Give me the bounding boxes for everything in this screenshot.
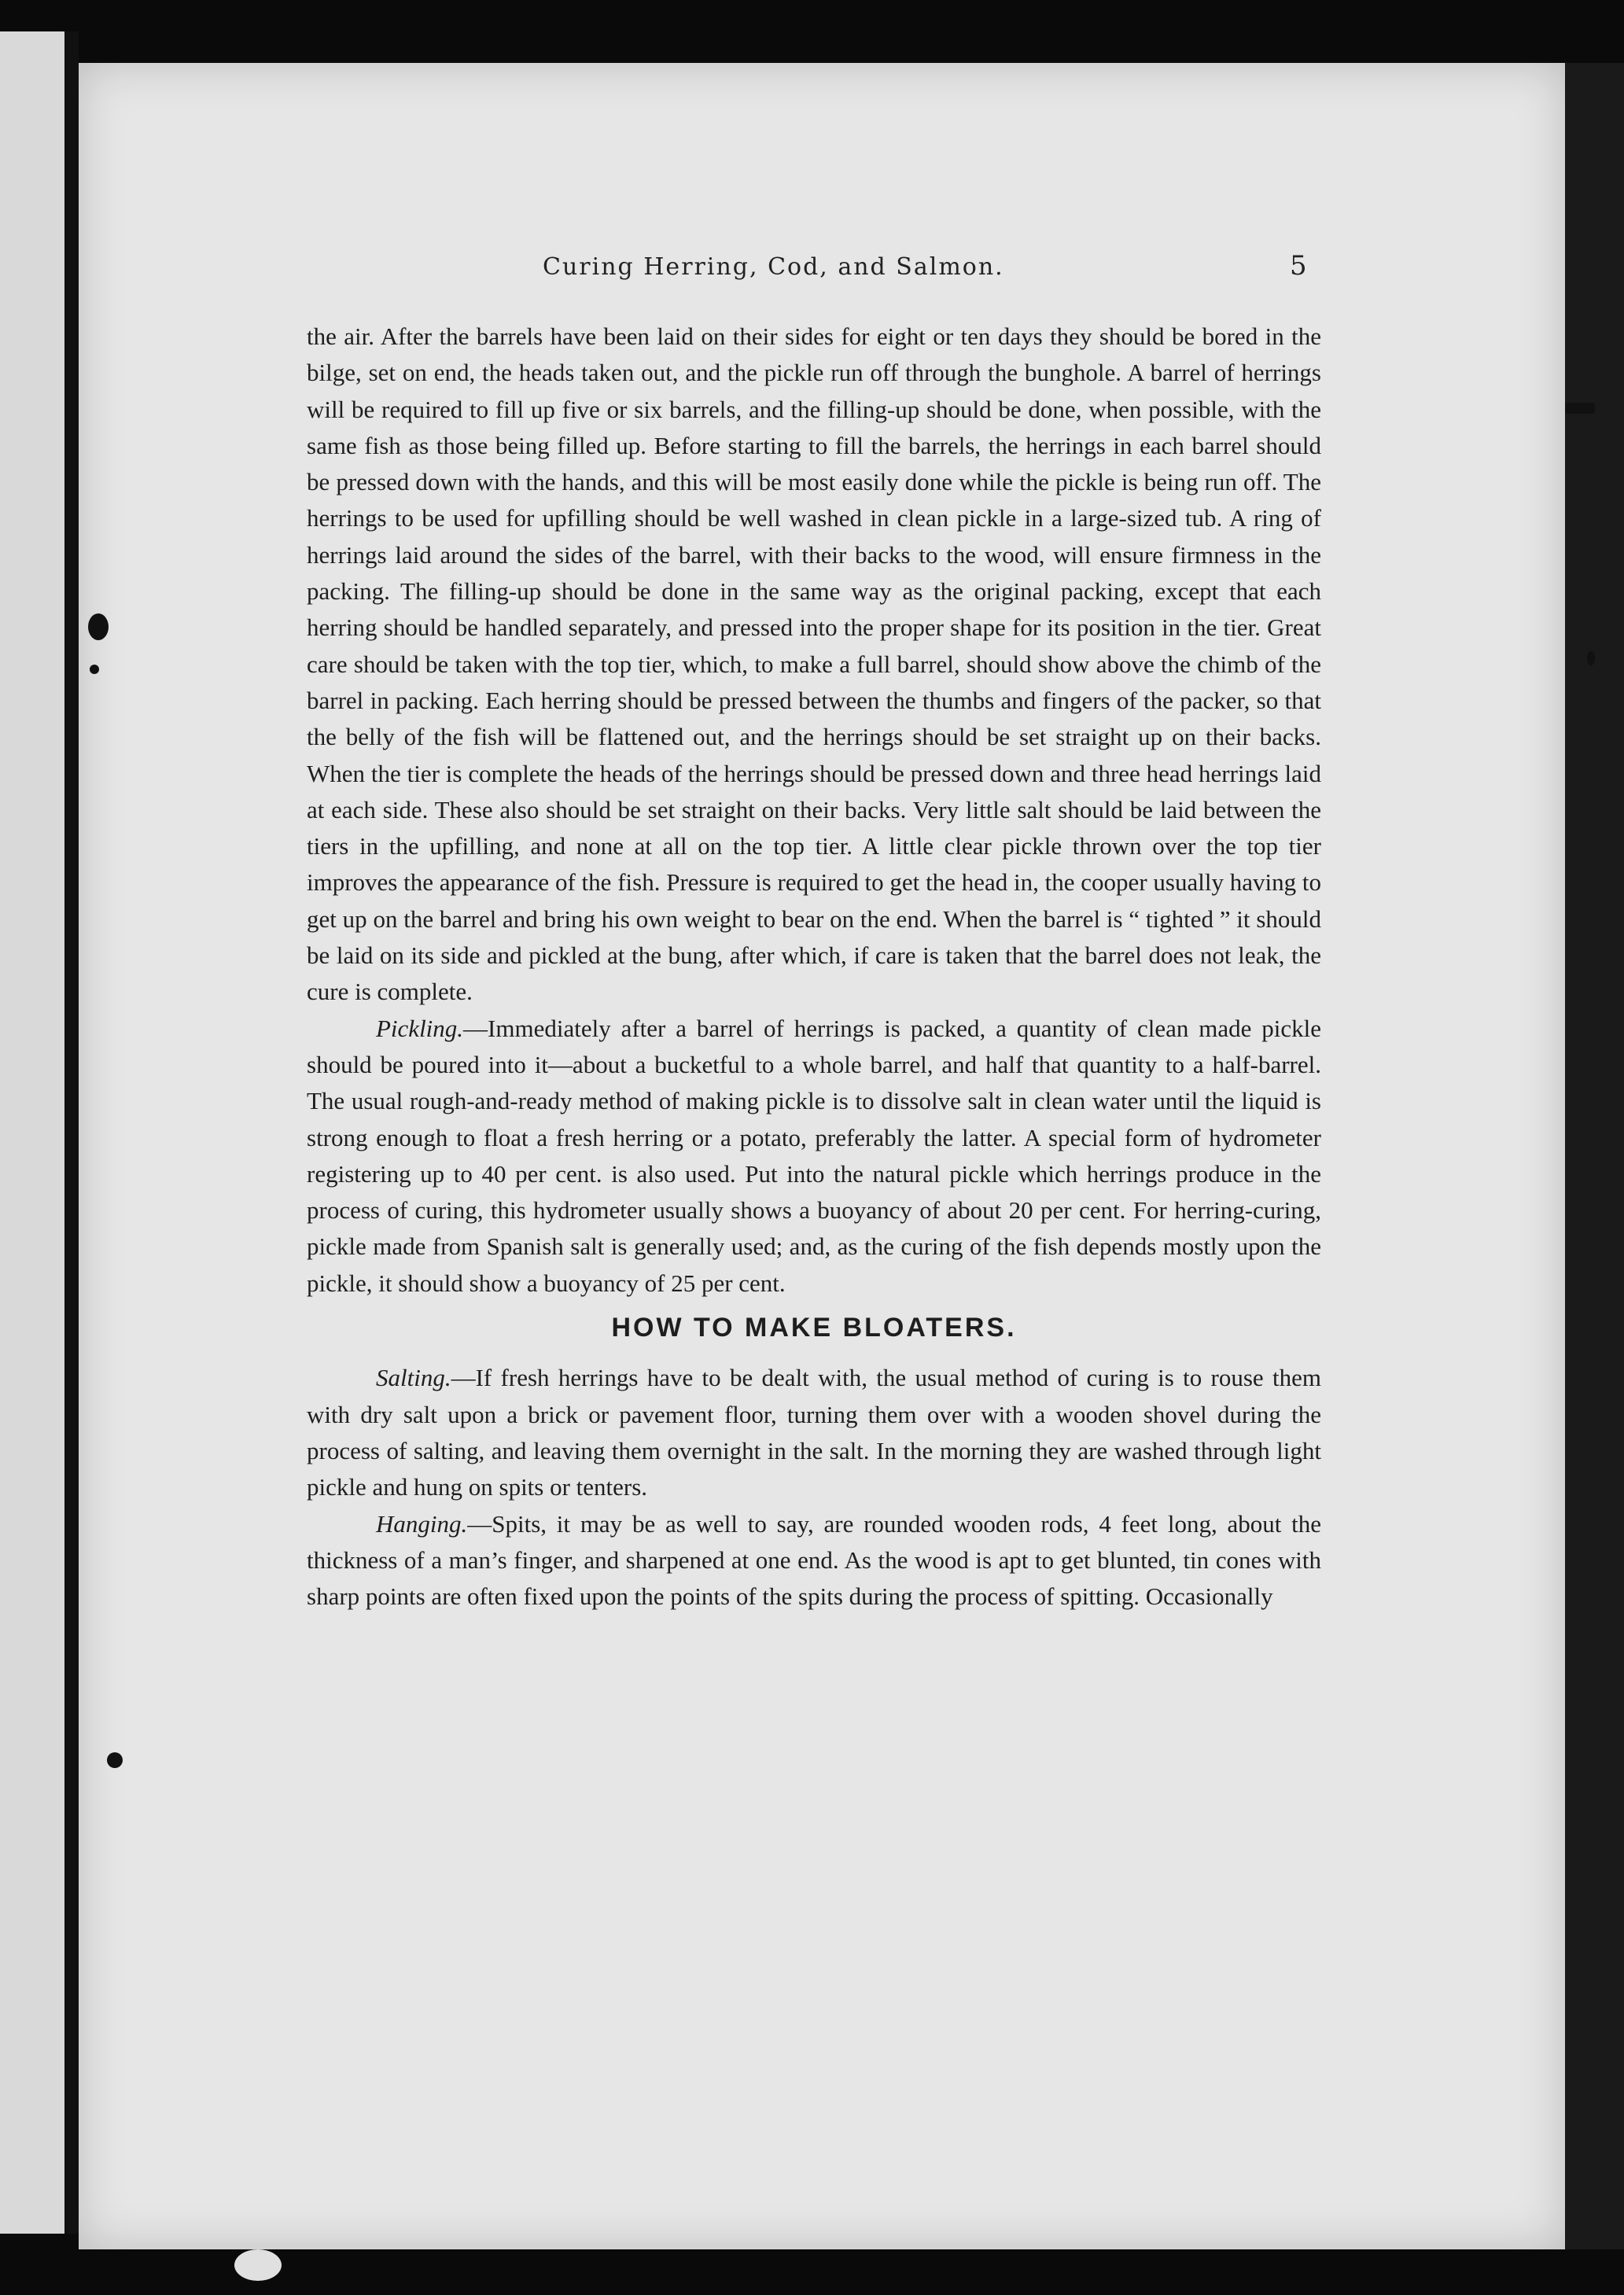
hanging-run-in: Hanging. <box>376 1509 468 1538</box>
pickling-run-in: Pickling. <box>376 1014 464 1042</box>
margin-speck <box>88 613 109 640</box>
book-gutter <box>64 31 79 2234</box>
salting-run-in: Salting. <box>376 1364 451 1392</box>
margin-speck <box>234 2249 282 2281</box>
margin-speck <box>1587 651 1595 665</box>
margin-speck <box>1565 403 1595 414</box>
paragraph-hanging <box>307 1506 1321 1615</box>
hanging-text: —Spits, it may be as well to say, are rounded wooden rods, 4 feet long, about the thickness of a man’s finger, and sharpened at one end. As the wood is apt to get blunted, tin cones with sharp points are often fixed upon the points of the spits during the process of spitting. Occasionally <box>307 1509 1321 1611</box>
paragraph-salting <box>307 1360 1321 1505</box>
paragraph-pickling <box>307 1011 1321 1302</box>
body-text <box>307 319 1321 1615</box>
page-number: 5 <box>1290 250 1307 282</box>
margin-speck <box>90 665 99 674</box>
margin-speck <box>107 1752 123 1768</box>
salting-text: —If fresh herrings have to be dealt with, the usual method of curing is to rouse them with dry salt upon a brick or pavement floor, turning them over with a wooden shovel during the process of salting, and leaving them overnight in the salt. In the morning they are washed through light pickle and hung on spits or tenters. <box>307 1364 1321 1501</box>
running-title: Curing Herring, Cod, and Salmon. <box>543 253 1004 281</box>
section-heading: HOW TO MAKE BLOATERS. <box>611 1313 1017 1343</box>
scan-border <box>1565 63 1624 2249</box>
paragraph-continuation: the air. After the barrels have been laid on their sides for eight or ten days they should be bored in the bilge, set on end, the heads taken out, and the pickle run off through the bunghole. A barrel of herrings will be required to fill up five or six barrels, and the filling-up should be done, when possible, with the same fish as those being filled up. Before starting to fill the barrels, the herrings in each barrel should be pressed down with the hands, and this will be most easily done while the pickle is being run off. The herrings to be used for upfilling should be well washed in clean pickle in a large-sized tub. A ring of herrings laid around the sides of the barrel, with their backs to the wood, will ensure firmness in the packing. The filling-up should be done in the same way as the original packing, except that each herring should be handled separately, and pressed into the proper shape for its position in the tier. Great care should be taken with the top tier, which, to make a full barrel, should show above the chimb of the barrel in packing. Each herring should be pressed between the thumbs and fingers of the packer, so that the belly of the fish will be flattened out, and the herrings should be set straight up on their backs. When the tier is complete the heads of the herrings should be pressed down and three head herrings laid at each side. These also should be set straight on their backs. Very little salt should be laid between the tiers in the upfilling, and none at all on the top tier. A little clear pickle thrown over the top tier improves the appearance of the fish. Pressure is required to get the head in, the cooper usually having to get up on the barrel and bring his own weight to bear on the end. When the barrel is “ tighted ” it should be laid on its side and pickled at the bung, after which, if care is taken that the barrel does not leak, the cure is complete. <box>307 322 1321 1006</box>
facing-page-edge <box>0 31 64 2234</box>
pickling-text: —Immediately after a barrel of herrings is packed, a quantity of clean made pickle should be poured into it—about a bucketful to a whole barrel, and half that quantity to a half-barrel. The usual rough-and-ready method of making pickle is to dissolve salt in clean water until the liquid is strong enough to float a fresh herring or a potato, preferably the latter. A special form of hydrometer registering up to 40 per cent. is also used. Put into the natural pickle which herrings produce in the process of curing, this hydrometer usually shows a buoyancy of about 20 per cent. For herring-curing, pickle made from Spanish salt is generally used; and, as the curing of the fish depends mostly upon the pickle, it should show a buoyancy of 25 per cent. <box>307 1014 1321 1297</box>
